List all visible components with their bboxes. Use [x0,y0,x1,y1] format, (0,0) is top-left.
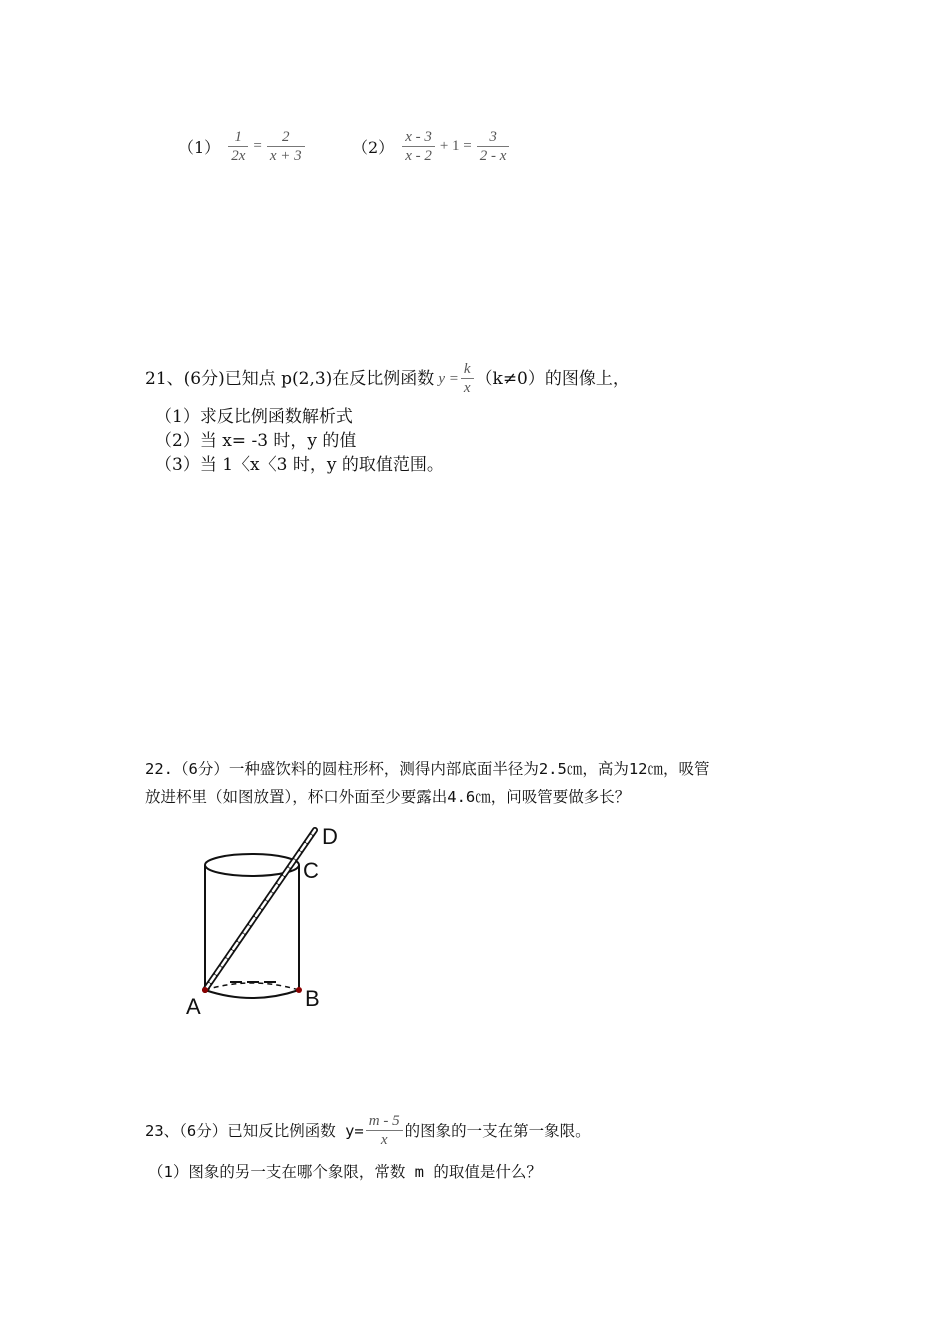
question-23-item-1: （1）图象的另一支在哪个象限，常数 m 的取值是什么？ [148,1163,542,1181]
equation-1 [178,128,307,165]
equation-1-label: （1） [178,138,221,157]
question-22-line-1: 22.（6分）一种盛饮料的圆柱形杯，测得内部底面半径为2.5㎝，高为12㎝，吸管 [145,760,710,778]
question-21-prefix: 21、(6分)已知点 p(2,3)在反比例函数 [145,368,435,389]
question-21-item-2: （2）当 x= -3 时，y 的值 [155,431,357,451]
point-b-label: B [305,986,320,1011]
equals-sign: = [253,138,262,154]
equation-2 [352,128,511,165]
question-23-fraction: $\frac{m - 5}{x}$ [366,1112,403,1149]
question-21-item-1: （1）求反比例函数解析式 [155,407,353,427]
function-y: y = [438,370,459,387]
plus-one-equals: + 1 = [439,138,472,154]
point-b-marker [296,987,302,993]
question-22-line-2: 放进杯里（如图放置），杯口外面至少要露出4.6㎝，问吸管要做多长？ [145,788,631,806]
equation-2-rhs-fraction: $\frac{3}{2 - x}$ [477,128,510,165]
cylinder-figure [180,820,350,1030]
point-a-label: A [186,994,201,1019]
point-a-marker [202,987,208,993]
question-23-suffix: 的图象的一支在第一象限。 [404,1121,591,1140]
equation-2-lhs-fraction: $\frac{x - 3}{x - 2}$ [402,128,435,165]
question-23-prefix: 23、（6分）已知反比例函数 y= [145,1121,364,1140]
question-23-stem [145,1112,591,1149]
question-21-item-3: （3）当 1〈x〈3 时，y 的取值范围。 [155,455,444,475]
equation-2-label: （2） [352,138,395,157]
cylinder-bottom-front [205,990,299,998]
cylinder-diagram [180,820,350,1030]
point-d-label: D [322,824,338,849]
equation-1-rhs-fraction: $\frac{2}{x + 3}$ [267,128,305,165]
cylinder-bottom-back [205,983,299,990]
question-21-suffix: （k≠0）的图像上， [475,368,630,389]
question-21-stem [145,360,630,397]
function-fraction: $\frac{k}{x}$ [461,360,474,397]
equation-1-lhs-fraction: $\frac{1}{2x}$ [228,128,248,165]
point-c-label: C [303,858,319,883]
